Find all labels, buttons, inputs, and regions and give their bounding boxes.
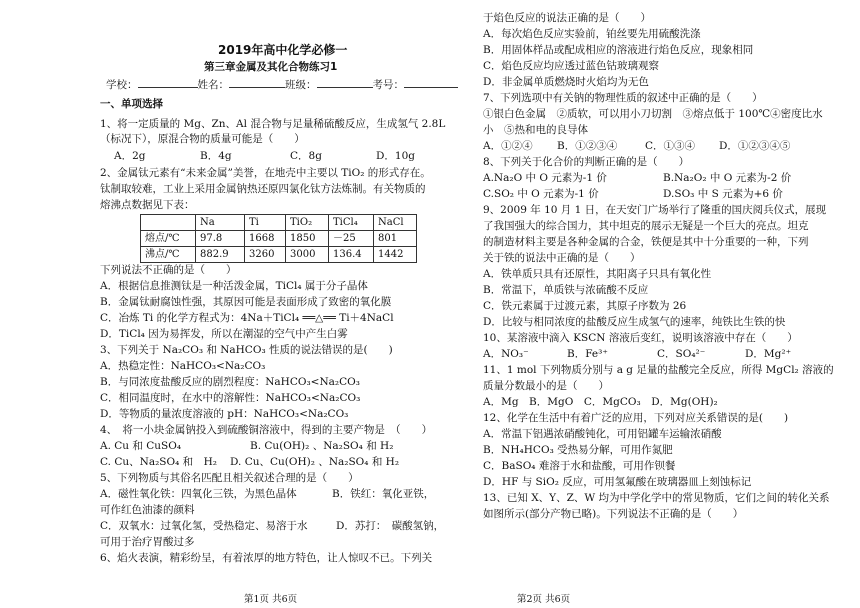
table-cell: 3000 <box>286 247 329 263</box>
q5-option-c: C．双氧水：过氧化氢，受热稳定、易溶于水 <box>100 520 308 532</box>
table-cell: 882.9 <box>196 247 245 263</box>
table-cell: －25 <box>329 231 374 247</box>
q1-option-b: B．4g <box>200 150 232 162</box>
q2-stem-3: 熔沸点数据见下表： <box>100 199 195 211</box>
class-field[interactable] <box>317 77 373 88</box>
q1-option-d: D．10g <box>376 150 416 162</box>
q4-option-c: C. Cu、Na₂SO₄ 和 H₂ <box>100 456 218 468</box>
q12-option-d: D．HF 与 SiO₂ 反应，可用氢氟酸在玻璃器皿上刻蚀标记 <box>483 476 752 488</box>
student-info-row <box>106 77 458 92</box>
q4-stem: 4、 将一小块金属钠投入到硫酸铜溶液中，得到的主要产物是 （ ） <box>100 424 433 436</box>
q10-stem: 10、某溶液中滴入 KSCN 溶液后变红，说明该溶液中存在（ ） <box>483 332 798 344</box>
melting-point-table <box>140 214 417 263</box>
table-cell: 801 <box>374 231 417 247</box>
q2-ask: 下列说法不正确的是（ ） <box>100 264 237 276</box>
q9-option-c: C．铁元素属于过渡元素，其原子序数为 26 <box>483 300 687 312</box>
q13-stem-2: 如图所示(部分产物已略)。下列说法不正确的是（ ） <box>483 508 744 520</box>
q12-option-b: B．NH₄HCO₃ 受热易分解，可用作氮肥 <box>483 444 673 456</box>
table-cell: 1850 <box>286 231 329 247</box>
q6-stem: 6、焰火表演，精彩纷呈，有着浓厚的地方特色，让人惊叹不已。下列关 <box>100 552 433 564</box>
q6-option-a: A．每次焰色反应实验前，铂丝要先用硫酸洗涤 <box>483 28 701 40</box>
q3-option-b: B．与同浓度盐酸反应的剧烈程度：NaHCO₃<Na₂CO₃ <box>100 376 360 388</box>
class-label: 班级： <box>285 79 317 91</box>
q12-option-a: A．常温下铝遇浓硝酸钝化，可用铝罐车运输浓硝酸 <box>483 428 722 440</box>
q2-option-b: B．金属钛耐腐蚀性强，其原因可能是表面形成了致密的氧化膜 <box>100 296 392 308</box>
q7-items-2: 小 ⑤热和电的良导体 <box>483 124 588 136</box>
q11-stem-2: 质量分数最小的是（ ） <box>483 380 609 392</box>
q7-option-c: C．①③④ <box>645 140 696 152</box>
q10-option-b: B．Fe³⁺ <box>567 348 608 360</box>
table-cell: 136.4 <box>329 247 374 263</box>
q1-option-a: A．2g <box>114 150 146 162</box>
q11-stem-1: 11、1 mol 下列物质分别与 a g 足量的盐酸完全反应，所得 MgCl₂ 溶液的 <box>483 364 834 376</box>
q1-stem-1: 1、将一定质量的 Mg、Zn、Al 混合物与足量稀硫酸反应，生成氢气 2.8L <box>100 118 446 130</box>
q5-option-d-cont: 可用于治疗胃酸过多 <box>100 536 195 548</box>
table-cell: TiO₂ <box>286 215 329 231</box>
q9-stem-4: 关于铁的说法中正确的是（ ） <box>483 252 641 264</box>
q9-option-a: A．铁单质只具有还原性，其阳离子只具有氧化性 <box>483 268 712 280</box>
chapter-subtitle: 第三章金属及其化合物练习1 <box>204 61 338 73</box>
q2-stem-2: 钛制取较难，工业上采用金属钠热还原四氯化钛方法炼制。有关物质的 <box>100 183 426 195</box>
q8-option-d: D.SO₃ 中 S 元素为+6 价 <box>663 188 783 200</box>
q9-stem-1: 9、2009 年 10 月 1 日，在天安门广场举行了隆重的国庆阅兵仪式，展现 <box>483 204 827 216</box>
q12-option-c: C．BaSO₄ 难溶于水和盐酸，可用作钡餐 <box>483 460 676 472</box>
q6-stem-cont: 于焰色反应的说法正确的是（ ） <box>483 12 651 24</box>
q9-option-d: D．比较与相同浓度的盐酸反应生成氢气的速率，纯铁比生铁的快 <box>483 316 786 328</box>
q2-option-d: D．TiCl₄ 因为易挥发，所以在潮湿的空气中产生白雾 <box>100 328 348 340</box>
q7-option-a: A．①②④ <box>483 140 533 152</box>
page-1-footer: 第1页 共6页 <box>244 594 298 605</box>
table-cell: NaCl <box>374 215 417 231</box>
q7-option-d: D．①②③④⑤ <box>719 140 791 152</box>
table-cell: Na <box>196 215 245 231</box>
table-cell: 3260 <box>245 247 286 263</box>
exam-no-label: 考号： <box>372 79 404 91</box>
q8-option-a: A.Na₂O 中 O 元素为-1 价 <box>483 172 607 184</box>
q3-option-c: C．相同温度时，在水中的溶解性：NaHCO₃<Na₂CO₃ <box>100 392 361 404</box>
q4-option-a: A. Cu 和 CuSO₄ <box>100 440 182 452</box>
table-cell: 1442 <box>374 247 417 263</box>
q4-option-d: D. Cu、Cu(OH)₂ 、Na₂SO₄ 和 H₂ <box>230 456 400 468</box>
name-label: 姓名： <box>197 79 229 91</box>
q7-stem: 7、下列选项中有关钠的物理性质的叙述中正确的是（ ） <box>483 92 763 104</box>
q6-option-b: B．用固体样品或配成相应的溶液进行焰色反应，现象相同 <box>483 44 754 56</box>
exam-no-field[interactable] <box>404 77 458 88</box>
q5-option-b: B．铁红：氧化亚铁， <box>332 488 435 500</box>
q2-option-a: A．根据信息推测钛是一种活泼金属，TiCl₄ 属于分子晶体 <box>100 280 368 292</box>
q10-option-a: A．NO₃⁻ <box>483 348 529 360</box>
q10-option-d: D．Mg²⁺ <box>745 348 792 360</box>
table-cell: 1668 <box>245 231 286 247</box>
q8-stem: 8、下列关于化合价的判断正确的是（ ） <box>483 156 690 168</box>
q13-stem-1: 13、已知 X、Y、Z、W 均为中学化学中的常见物质，它们之间的转化关系 <box>483 492 830 504</box>
q5-option-b-cont: 可作红色油漆的颜料 <box>100 504 195 516</box>
q3-stem: 3、下列关于 Na₂CO₃ 和 NaHCO₃ 性质的说法错误的是( ) <box>100 344 393 356</box>
table-cell: 97.8 <box>196 231 245 247</box>
q3-option-a: A．热稳定性：NaHCO₃<Na₂CO₃ <box>100 360 266 372</box>
q8-option-b: B.Na₂O₂ 中 O 元素为-2 价 <box>663 172 792 184</box>
q9-option-b: B．常温下，单质铁与浓硫酸不反应 <box>483 284 649 296</box>
q10-option-c: C．SO₄²⁻ <box>657 348 706 360</box>
q7-items-1: ①银白色金属 ②质软，可以用小刀切割 ③熔点低于 100℃④密度比水 <box>483 108 823 120</box>
table-cell: Ti <box>245 215 286 231</box>
q5-option-a: A．磁性氧化铁：四氧化三铁，为黑色晶体 <box>100 488 297 500</box>
page-title: 2019年高中化学必修一 <box>218 43 348 57</box>
table-cell: 沸点/℃ <box>141 247 196 263</box>
q8-option-c: C.SO₂ 中 O 元素为-1 价 <box>483 188 599 200</box>
name-field[interactable] <box>229 77 285 88</box>
table-cell: 熔点/℃ <box>141 231 196 247</box>
table-cell <box>141 215 196 231</box>
q7-option-b: B．①②③④ <box>557 140 618 152</box>
q5-stem: 5、下列物质与其俗名匹配且相关叙述合理的是（ ） <box>100 472 359 484</box>
q2-option-c: C．冶炼 Ti 的化学方程式为：4Na＋TiCl₄ ══△══ Ti＋4NaCl <box>100 312 394 324</box>
page-2 <box>455 0 860 608</box>
q9-stem-3: 的制造材料主要是各种金属的合金，铁便是其中十分重要的一种，下列 <box>483 236 809 248</box>
school-field[interactable] <box>138 77 198 88</box>
table-cell: TiCl₄ <box>329 215 374 231</box>
table-header-row <box>141 215 417 231</box>
q11-options: A．Mg B．MgO C．MgCO₃ D．Mg(OH)₂ <box>483 396 718 408</box>
q6-option-c: C．焰色反应均应透过蓝色钴玻璃观察 <box>483 60 660 72</box>
q6-option-d: D．非金属单质燃烧时火焰均为无色 <box>483 76 649 88</box>
table-row <box>141 247 417 263</box>
q2-stem-1: 2、金属钛元素有“未来金属”美誉，在地壳中主要以 TiO₂ 的形式存在。 <box>100 167 431 179</box>
q1-stem-2: （标况下），原混合物的质量可能是（ ） <box>100 133 305 145</box>
q5-option-d: D．苏打： 碳酸氢钠， <box>336 520 445 532</box>
section-heading: 一、单项选择 <box>100 98 163 110</box>
school-label: 学校： <box>106 79 138 91</box>
q4-option-b: B. Cu(OH)₂ 、Na₂SO₄ 和 H₂ <box>250 440 394 452</box>
q3-option-d: D．等物质的量浓度溶液的 pH：NaHCO₃<Na₂CO₃ <box>100 408 349 420</box>
q12-stem: 12、化学在生活中有着广泛的应用，下列对应关系错误的是( ) <box>483 412 789 424</box>
q1-option-c: C．8g <box>290 150 322 162</box>
page-2-footer: 第2页 共6页 <box>517 594 571 605</box>
table-row <box>141 231 417 247</box>
q9-stem-2: 了我国强大的综合国力，其中坦克的展示无疑是一个巨大的亮点。坦克 <box>483 220 809 232</box>
